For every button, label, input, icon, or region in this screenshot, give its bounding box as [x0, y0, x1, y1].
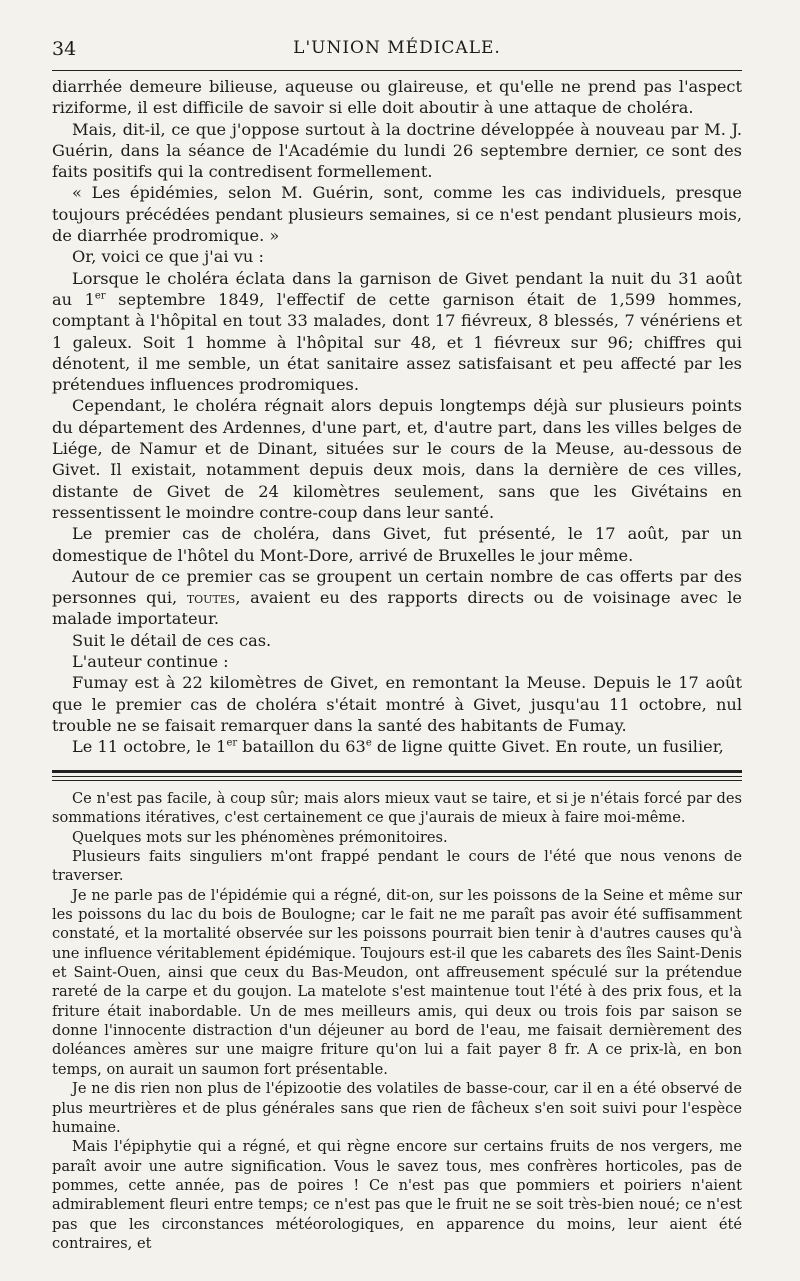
- paragraph: Fumay est à 22 kilomètres de Givet, en remontant la Meuse. Depuis le 17 août que le premier cas de choléra s'était montré à Givet, jusqu'au 11 octobre, nul trouble ne se faisait remarquer dans la santé des habitants de Fumay.: [52, 673, 742, 735]
- paragraph: Or, voici ce que j'ai vu :: [72, 247, 264, 267]
- paragraph: Je ne parle pas de l'épidémie qui a régné, dit-on, sur les poissons de la Seine et même sur les poissons du lac du bois de Boulogne; car le fait ne me paraît pas avoir été suffisamment constaté, et la mortalité observée sur les poissons pourrait bien tenir à d'autres causes qu'à une influence véritablement épidémique. Toujours est-il que les cabarets des îles Saint-Denis et Saint-Ouen, ainsi que ceux du Bas-Meudon, ont affreusement spéculé sur la prétendue rareté de la carpe et du goujon. La matelote s'est maintenue tout l'été à des prix fous, et la friture était inabordable. Un de mes meilleurs amis, qui deux ou trois fois par saison se donne l'innocente distraction d'un déjeuner au bord de l'eau, me faisait dernièrement des doléances amères sur une maigre friture qu'on lui a fait payer 8 fr. A ce prix-là, en bon temps, on aurait un saumon fort présentable.: [52, 886, 742, 1078]
- page-header: [52, 30, 742, 66]
- paragraph: Le premier cas de choléra, dans Givet, fut présenté, le 17 août, par un domestique de l'hôtel du Mont-Dore, arrivé de Bruxelles le jour même.: [52, 524, 742, 565]
- paragraph: Le 11 octobre, le 1er bataillon du 63e de ligne quitte Givet. En route, un fusilier,: [72, 737, 724, 757]
- paragraph: Autour de ce premier cas se groupent un certain nombre de cas offerts par des personnes qui, toutes, avaient eu des rapports directs ou de voisinage avec le malade importateur.: [52, 566, 743, 629]
- paragraph: Cependant, le choléra régnait alors depuis longtemps déjà sur plusieurs points du département des Ardennes, d'une part, et, d'autre part, dans les villes belges de Liége, de Namur et de Dinant, situées sur le cours de la Meuse, au-dessous de Givet. Il existait, notamment depuis deux mois, dans la dernière de ces villes, distante de Givet de 24 kilomètres seulement, sans que les Givétains en ressentissent le moindre contre-coup dans leur santé.: [52, 396, 742, 522]
- page-number: 34: [52, 38, 77, 60]
- paragraph: L'auteur continue :: [72, 652, 229, 672]
- paragraph: Ce n'est pas facile, à coup sûr; mais alors mieux vaut se taire, et si je n'étais forcé par des sommations itératives, c'est certainement ce que j'aurais de mieux à faire moi-même.: [52, 790, 742, 827]
- feuilleton-separator: [52, 770, 742, 781]
- header-rule: [52, 70, 742, 71]
- paragraph: Quelques mots sur les phénomènes prémonitoires.: [72, 828, 448, 846]
- paragraph: Je ne dis rien non plus de l'épizootie des volatiles de basse-cour, car il en a été observé de plus meurtrières et de plus générales sans que rien de fâcheux s'en soit suivi pour l'espèce humaine.: [52, 1080, 742, 1136]
- paragraph: Mais, dit-il, ce que j'oppose surtout à la doctrine développée à nouveau par M. J. Guérin, dans la séance de l'Académie du lundi 26 septembre dernier, ce sont des faits positifs qui la contredisent formellement.: [52, 119, 742, 182]
- paragraph: Plusieurs faits singuliers m'ont frappé pendant le cours de l'été que nous venons de traverser.: [52, 848, 742, 885]
- quoted-paragraph: « Les épidémies, selon M. Guérin, sont, comme les cas individuels, presque toujours précédées pendant plusieurs semaines, si ce n'est pendant plusieurs mois, de diarrhée prodromique. »: [52, 183, 742, 246]
- main-article: [52, 76, 742, 758]
- feuilleton-section: [52, 789, 742, 1253]
- paragraph: diarrhée demeure bilieuse, aqueuse ou glaireuse, et qu'elle ne prend pas l'aspect riziforme, il est difficile de savoir si elle doit aboutir à une attaque de choléra.: [52, 77, 742, 118]
- paragraph: Mais l'épiphytie qui a régné, et qui règne encore sur certains fruits de nos vergers, me paraît avoir une autre signification. Vous le savez tous, mes confrères horticoles, pas de pommes, cette année, pas de poires ! Ce n'est pas que pommiers et poiriers n'aient admirablement fleuri entre temps; ce n'est pas que le fruit ne se soit très-bien noué; ce n'est pas que les circonstances météorologiques, en apparence du moins, leur aient été contraires, et: [52, 1138, 742, 1252]
- paragraph: Suit le détail de ces cas.: [72, 630, 272, 650]
- running-title: L'UNION MÉDICALE.: [293, 38, 501, 58]
- small-caps-word: toutes: [186, 588, 236, 608]
- paragraph: Lorsque le choléra éclata dans la garnison de Givet pendant la nuit du 31 août au 1er septembre 1849, l'effectif de cette garnison était de 1,599 hommes, comptant à l'hôpital en tout 33 malades, dont 17 fiévreux, 8 blessés, 7 vénériens et 1 galeux. Soit 1 homme à l'hôpital sur 48, et 1 fiévreux sur 96; chiffres qui dénotent, il me semble, un état sanitaire assez satisfaisant et peu affecté par les prétendues influences prodromiques.: [52, 268, 742, 395]
